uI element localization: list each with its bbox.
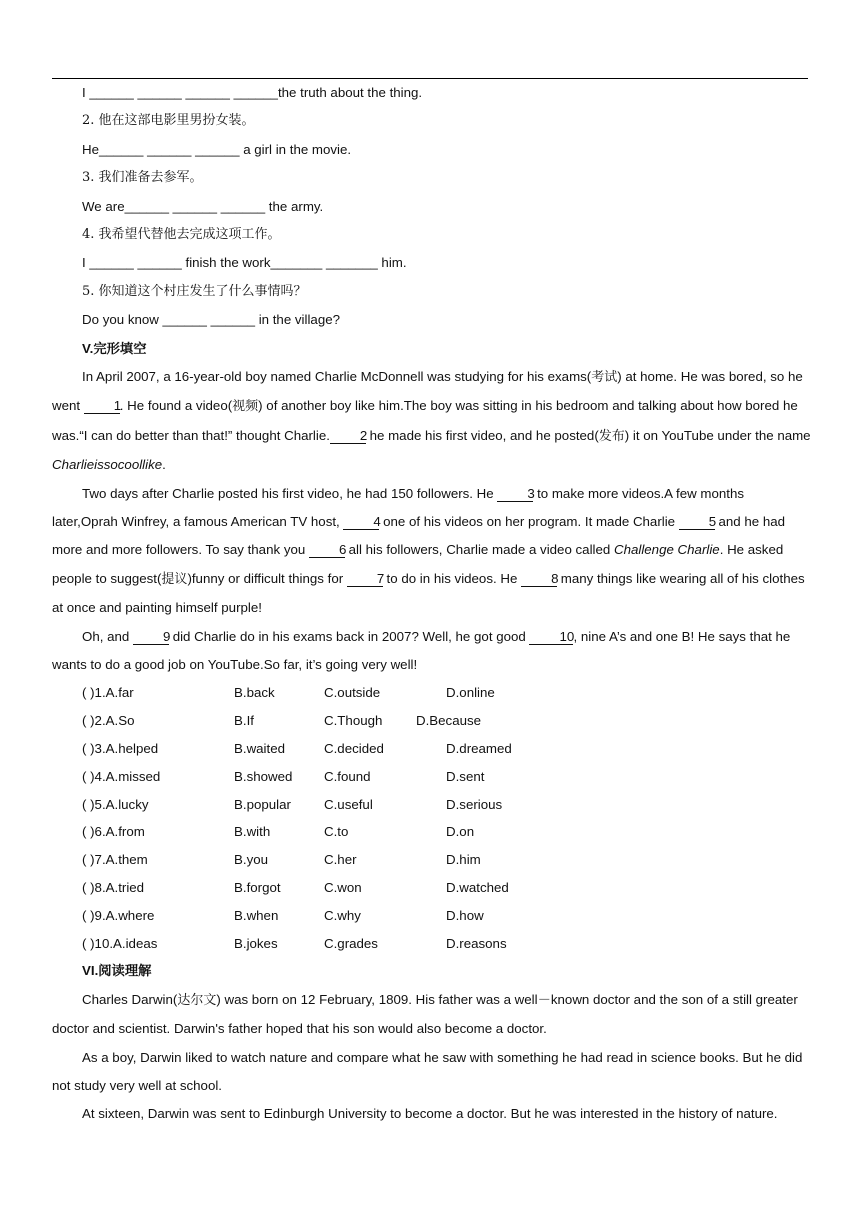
option-row: ( )4.A.missed B.showed C.found D.sent <box>82 768 485 784</box>
cloze-blank: 5 <box>679 515 715 530</box>
cloze-blank: 2 <box>330 429 366 444</box>
option-row: ( )3.A.helped B.waited C.decided D.dreamed <box>82 740 512 756</box>
reading-paragraph-3: At sixteen, Darwin was sent to Edinburgh University to become a doctor. But he was interested in the history of nature. <box>82 1106 778 1122</box>
translation-2-answer: He______ ______ ______ a girl in the movie. <box>82 141 352 157</box>
translation-3-answer: We are______ ______ ______ the army. <box>82 198 324 214</box>
document-content <box>52 79 812 1129</box>
translation-5-answer: Do you know ______ ______ in the village? <box>82 312 341 328</box>
option-row: ( )8.A.tried B.forgot C.won D.watched <box>82 879 509 895</box>
cloze-paragraph-2: Two days after Charlie posted his first video, he had 150 followers. He 3 to make more videos.A few months later,Oprah Winfrey, a famous American TV host, 4 one of his videos on her program. It made Charlie 5 and he had more and more followers. To say thank you 6 all his followers, Charlie made a video called Challenge Charlie. He asked people to suggest(提议)funny or difficult things for 7 to do in his videos. He 8 many things like wearing all of his clothes at once and painting himself purple! <box>52 485 805 616</box>
option-row: ( )2.A.So B.If C.Though D.Because <box>82 713 482 729</box>
cloze-blank: 1 <box>84 399 120 414</box>
option-row: ( )7.A.them B.you C.her D.him <box>82 852 481 868</box>
cloze-blank: 3 <box>497 487 533 502</box>
reading-paragraph-1: Charles Darwin(达尔文) was born on 12 February, 1809. His father was a well－known doctor and the son of a still greater doctor and scientist. Darwin's father hoped that his son would also become a doctor. <box>52 991 798 1037</box>
option-row: ( )6.A.from B.with C.to D.on <box>82 824 475 840</box>
translation-2-question: 2. 他在这部电影里男扮女装。 <box>82 113 255 129</box>
translation-5-question: 5. 你知道这个村庄发生了什么事情吗？ <box>82 283 307 299</box>
cloze-blank: 9 <box>133 630 169 645</box>
translation-1-answer: I ______ ______ ______ ______the truth about the thing. <box>82 85 423 100</box>
cloze-heading: V.完形填空 <box>82 340 147 356</box>
option-row: ( )5.A.lucky B.popular C.useful D.serious <box>82 796 503 812</box>
reading-paragraph-2: As a boy, Darwin liked to watch nature and compare what he saw with something he had read in science books. But he did not study very well at school. <box>52 1049 803 1093</box>
option-row: ( )10.A.ideas B.jokes C.grades D.reasons <box>82 935 507 951</box>
cloze-blank: 4 <box>343 515 379 530</box>
option-row: ( )9.A.where B.when C.why D.how <box>82 907 484 923</box>
cloze-options <box>52 679 812 957</box>
translation-4-answer: I ______ ______ finish the work_______ _______ him. <box>82 255 407 271</box>
cloze-blank: 8 <box>521 572 557 587</box>
reading-heading: VI.阅读理解 <box>82 963 152 979</box>
cloze-blank: 7 <box>347 572 383 587</box>
cloze-blank: 6 <box>309 543 345 558</box>
cloze-blank: 10 <box>529 630 573 645</box>
translation-4-question: 4. 我希望代替他去完成这项工作。 <box>82 226 281 242</box>
option-row: ( )1.A.far B.back C.outside D.online <box>82 685 495 701</box>
cloze-paragraph-1: In April 2007, a 16-year-old boy named Charlie McDonnell was studying for his exams(考试) at home. He was bored, so he went 1. He found a video(视频) of another boy like him.The boy was sitting in his bedroom and talking about how bored he was.“I can do better than that!” thought Charlie. 2 he made his first video, and he posted(发布) it on YouTube under the name Charlieissocoollike. <box>52 368 811 473</box>
translation-3-question: 3. 我们准备去参军。 <box>82 170 203 186</box>
cloze-paragraph-3: Oh, and 9 did Charlie do in his exams back in 2007? Well, he got good 10, nine A’s and one B! He says that he wants to do a good job on YouTube.So far, it’s going very well! <box>52 628 791 672</box>
